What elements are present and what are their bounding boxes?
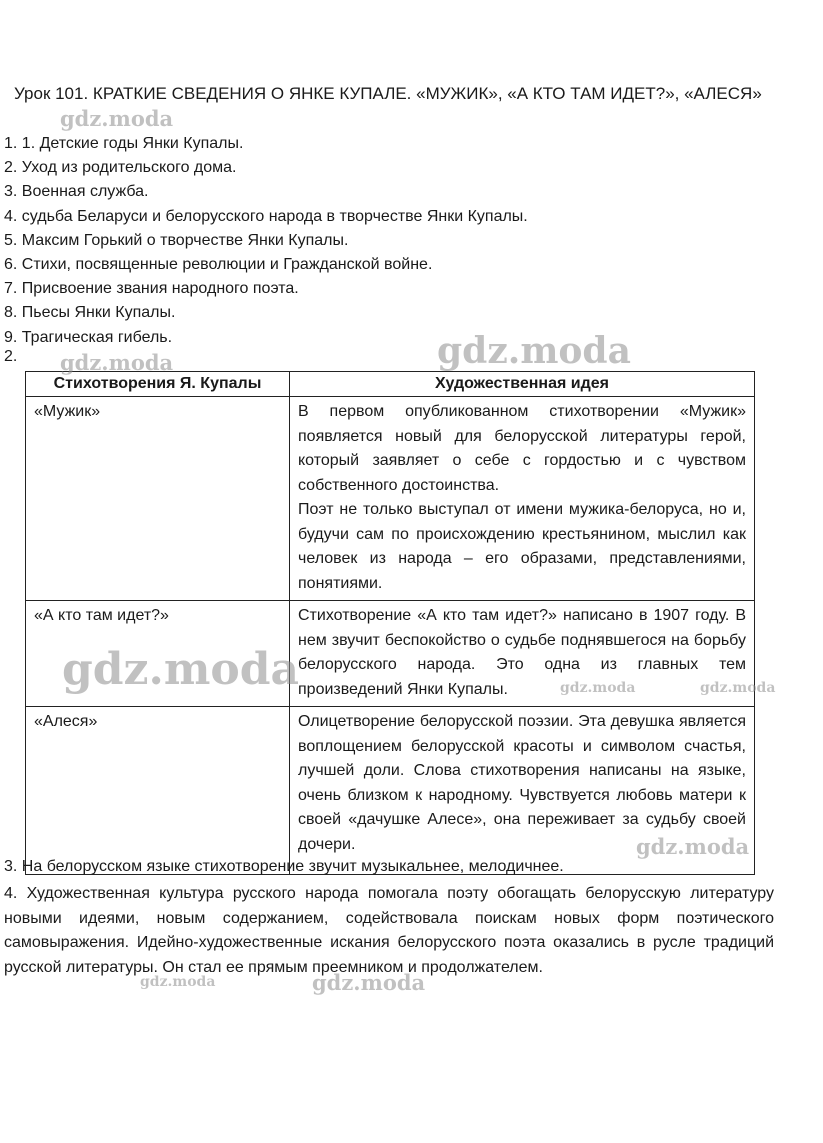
lesson-title: Урок 101. КРАТКИЕ СВЕДЕНИЯ О ЯНКЕ КУПАЛЕ. «МУЖИК», «А КТО ТАМ ИДЕТ?», «АЛЕСЯ»: [14, 84, 762, 103]
poem-idea: [290, 601, 755, 707]
poem-title: «Алеся»: [26, 707, 290, 875]
watermark: gdz.moda: [60, 350, 174, 375]
plan-item: 2. Уход из родительского дома.: [4, 159, 237, 177]
watermark: gdz.moda: [560, 680, 636, 696]
section-2-label: 2.: [4, 348, 18, 365]
poems-table: [25, 371, 755, 875]
watermark: gdz.moda: [437, 330, 631, 372]
idea-paragraph: Олицетворение белорусской поэзии. Эта девушка является воплощением белорусской красоты и символом счастья, лучшей доли. Слова стихотворения написаны на языке, очень близком к народному. Чувствуется любовь матери к своей «дачушке Алесе», она переживает за судьбу своей дочери.: [298, 713, 746, 853]
header-idea: Художественная идея: [290, 372, 755, 397]
watermark: gdz.moda: [60, 106, 174, 131]
header-poems: Стихотворения Я. Купалы: [26, 372, 290, 397]
plan-item: 5. Максим Горький о творчестве Янки Купалы.: [4, 231, 349, 249]
idea-paragraph: Поэт не только выступал от имени мужика-белоруса, но и, будучи сам по происхождению крестьянином, мыслил как человек из народа – его образами, представлениями, понятиями.: [298, 501, 746, 592]
table-row: [26, 707, 755, 875]
answer-3: 3. На белорусском языке стихотворение звучит музыкальнее, мелодичнее.: [4, 858, 564, 875]
table-row: [26, 601, 755, 707]
poem-idea: [290, 397, 755, 601]
plan-item: 3. Военная служба.: [4, 183, 149, 201]
watermark: gdz.moda: [140, 974, 216, 990]
plan-item: 1. 1. Детские годы Янки Купалы.: [4, 135, 244, 152]
poem-title: «А кто там идет?»: [26, 601, 290, 707]
poem-title: «Мужик»: [26, 397, 290, 601]
plan-item: 4. судьба Беларуси и белорусского народа в творчестве Янки Купалы.: [4, 207, 528, 225]
answer-4: 4. Художественная культура русского народа помогала поэту обогащать белорусскую литературу новыми идеями, новым содержанием, содействовала поискам новых форм поэтического самовыражения. Идейно-художественные искания белорусского поэта оказались в русле традиций русской литературы. Он стал ее прямым преемником и продолжателем.: [4, 885, 774, 976]
plan-item: 8. Пьесы Янки Купалы.: [4, 304, 176, 322]
table-header-row: [26, 372, 755, 397]
idea-paragraph: Стихотворение «А кто там идет?» написано в 1907 году. В нем звучит беспокойство о судьбе поднявшегося на борьбу белорусского народа. Это одна из главных тем произведений Янки Купалы.: [298, 607, 746, 698]
watermark: gdz.moda: [62, 644, 300, 695]
plan-item: 6. Стихи, посвященные революции и Гражданской войне.: [4, 256, 433, 274]
plan-list: [4, 132, 528, 350]
watermark: gdz.moda: [700, 680, 776, 696]
idea-paragraph: В первом опубликованном стихотворении «Мужик» появляется новый для белорусской литературы герой, который заявляет о себе с гордостью и с чувством собственного достоинства.: [298, 403, 746, 494]
watermark: gdz.moda: [312, 970, 426, 995]
plan-item: 7. Присвоение звания народного поэта.: [4, 280, 299, 298]
table-row: [26, 397, 755, 601]
watermark: gdz.moda: [636, 834, 750, 859]
plan-item: 9. Трагическая гибель.: [4, 328, 173, 346]
poem-idea: [290, 707, 755, 875]
